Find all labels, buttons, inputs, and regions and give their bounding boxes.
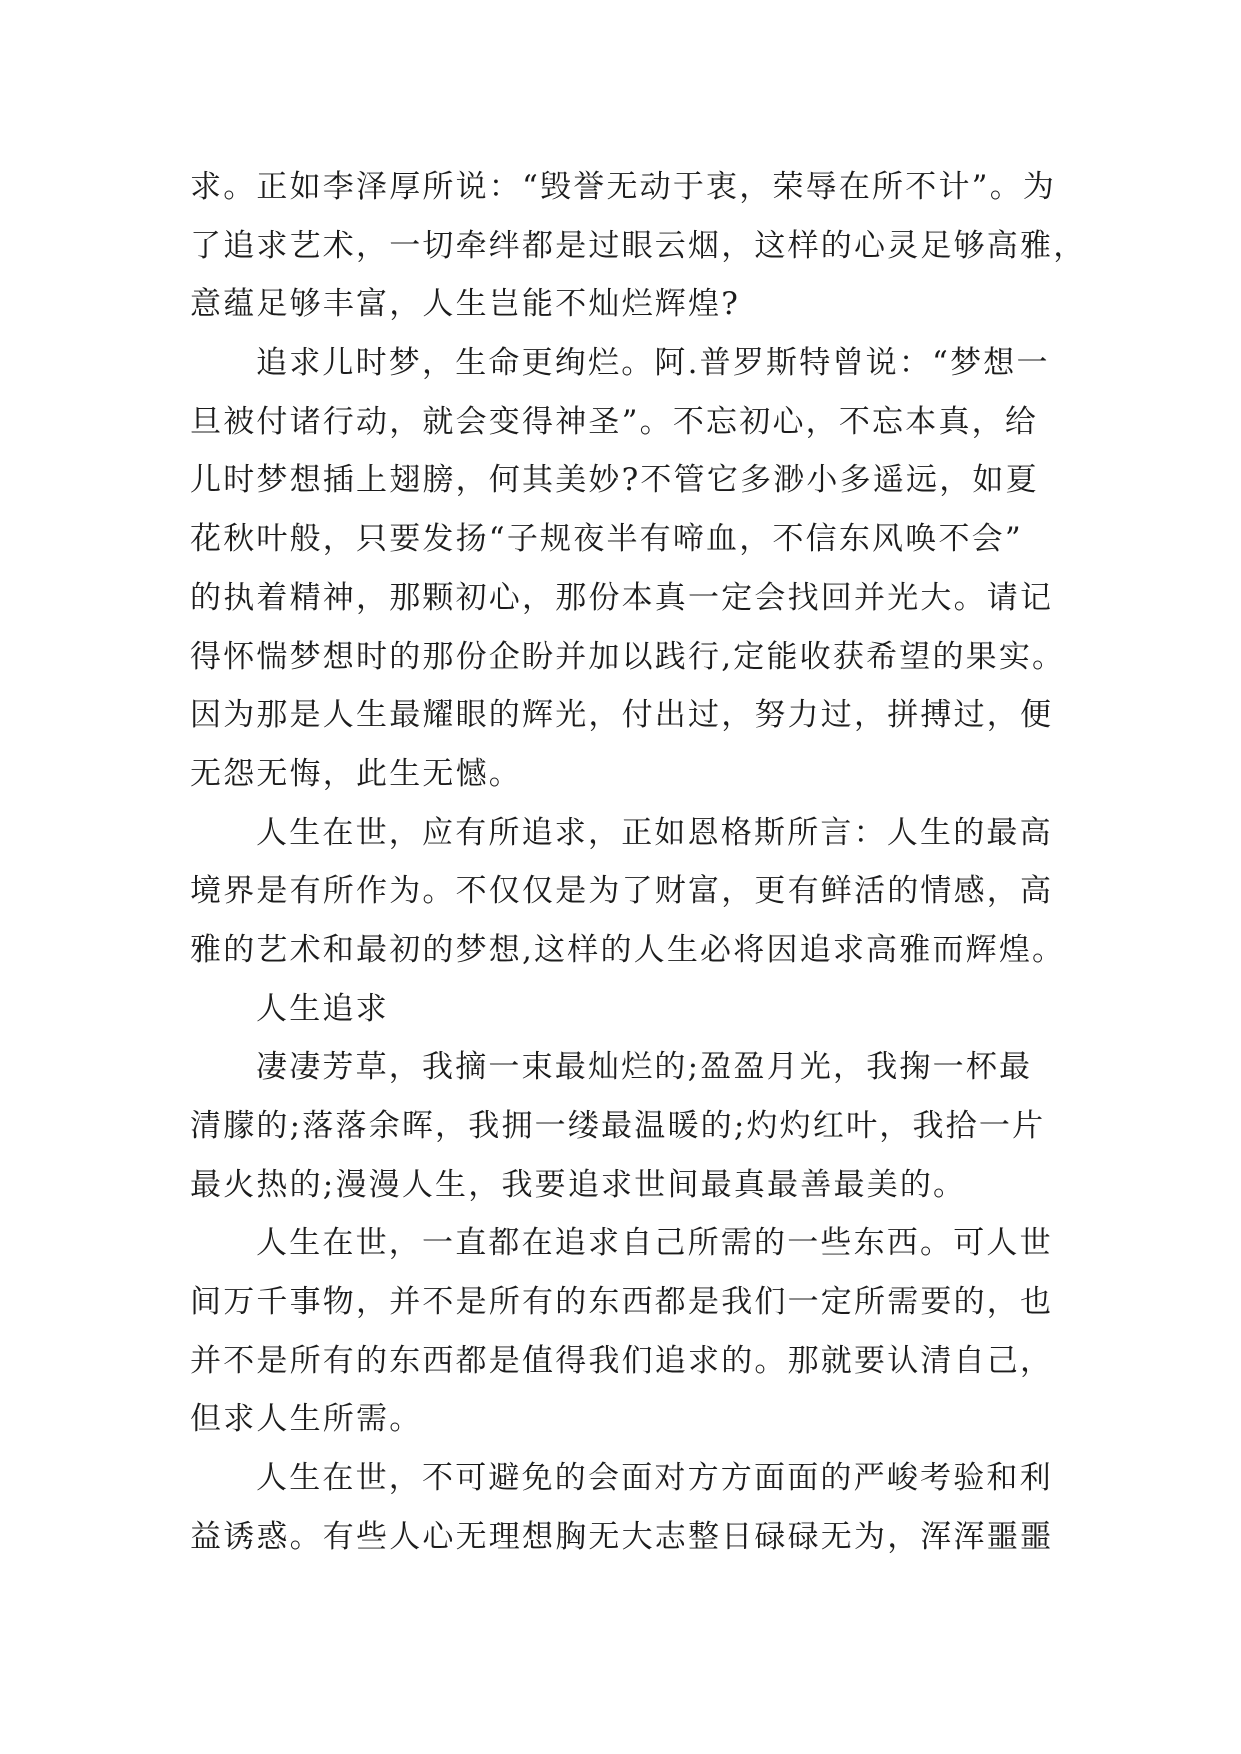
text-line: 追求儿时梦，生命更绚烂。阿.普罗斯特曾说：“梦想一 xyxy=(256,345,1050,382)
text-line: 并不是所有的东西都是值得我们追求的。那就要认清自己， xyxy=(190,1342,1054,1379)
text-line: 凄凄芳草，我摘一束最灿烂的;盈盈月光，我掬一杯最 xyxy=(256,1049,1033,1086)
text-line: 益诱惑。有些人心无理想胸无大志整日碌碌无为，浑浑噩噩 xyxy=(190,1518,1054,1555)
text-line: 花秋叶般，只要发扬“子规夜半有啼血，不信东风唤不会” xyxy=(190,521,1023,558)
document-body xyxy=(190,158,1087,1567)
text-line: 清朦的;落落余晖，我拥一缕最温暖的;灼灼红叶，我拾一片 xyxy=(190,1108,1046,1144)
text-line: 间万千事物，并不是所有的东西都是我们一定所需要的，也 xyxy=(190,1284,1054,1321)
text-line: 儿时梦想插上翅膀，何其美妙?不管它多渺小多遥远，如夏 xyxy=(190,462,1039,499)
text-line: 境界是有所作为。不仅仅是为了财富，更有鲜活的情感，高 xyxy=(190,873,1054,910)
text-line: 了追求艺术，一切牵绊都是过眼云烟，这样的心灵足够高雅， xyxy=(190,227,1087,264)
text-line: 雅的艺术和最初的梦想,这样的人生必将因追求高雅而辉煌。 xyxy=(190,931,1066,968)
text-line: 因为那是人生最耀眼的辉光，付出过，努力过，拼搏过，便 xyxy=(190,697,1054,734)
section-heading: 人生追求 xyxy=(256,990,389,1027)
text-line: 意蕴足够丰富，人生岂能不灿烂辉煌? xyxy=(190,286,741,323)
text-line: 人生在世，不可避免的会面对方方面面的严峻考验和利 xyxy=(256,1460,1053,1497)
text-line: 无怨无悔，此生无憾。 xyxy=(190,755,522,792)
text-line: 的执着精神，那颗初心，那份本真一定会找回并光大。请记 xyxy=(190,579,1054,616)
text-line: 旦被付诸行动，就会变得神圣”。不忘初心，不忘本真，给 xyxy=(190,403,1039,440)
text-line: 求。正如李泽厚所说：“毁誉无动于衷，荣辱在所不计”。为 xyxy=(190,169,1057,205)
text-line: 人生在世，应有所追求，正如恩格斯所言：人生的最高 xyxy=(256,814,1053,851)
text-line: 人生在世，一直都在追求自己所需的一些东西。可人世 xyxy=(256,1225,1053,1262)
text-line: 最火热的;漫漫人生，我要追求世间最真最善最美的。 xyxy=(190,1166,967,1203)
text-line: 但求人生所需。 xyxy=(190,1401,423,1438)
text-line: 得怀惴梦想时的那份企盼并加以践行,定能收获希望的果实。 xyxy=(190,638,1066,675)
